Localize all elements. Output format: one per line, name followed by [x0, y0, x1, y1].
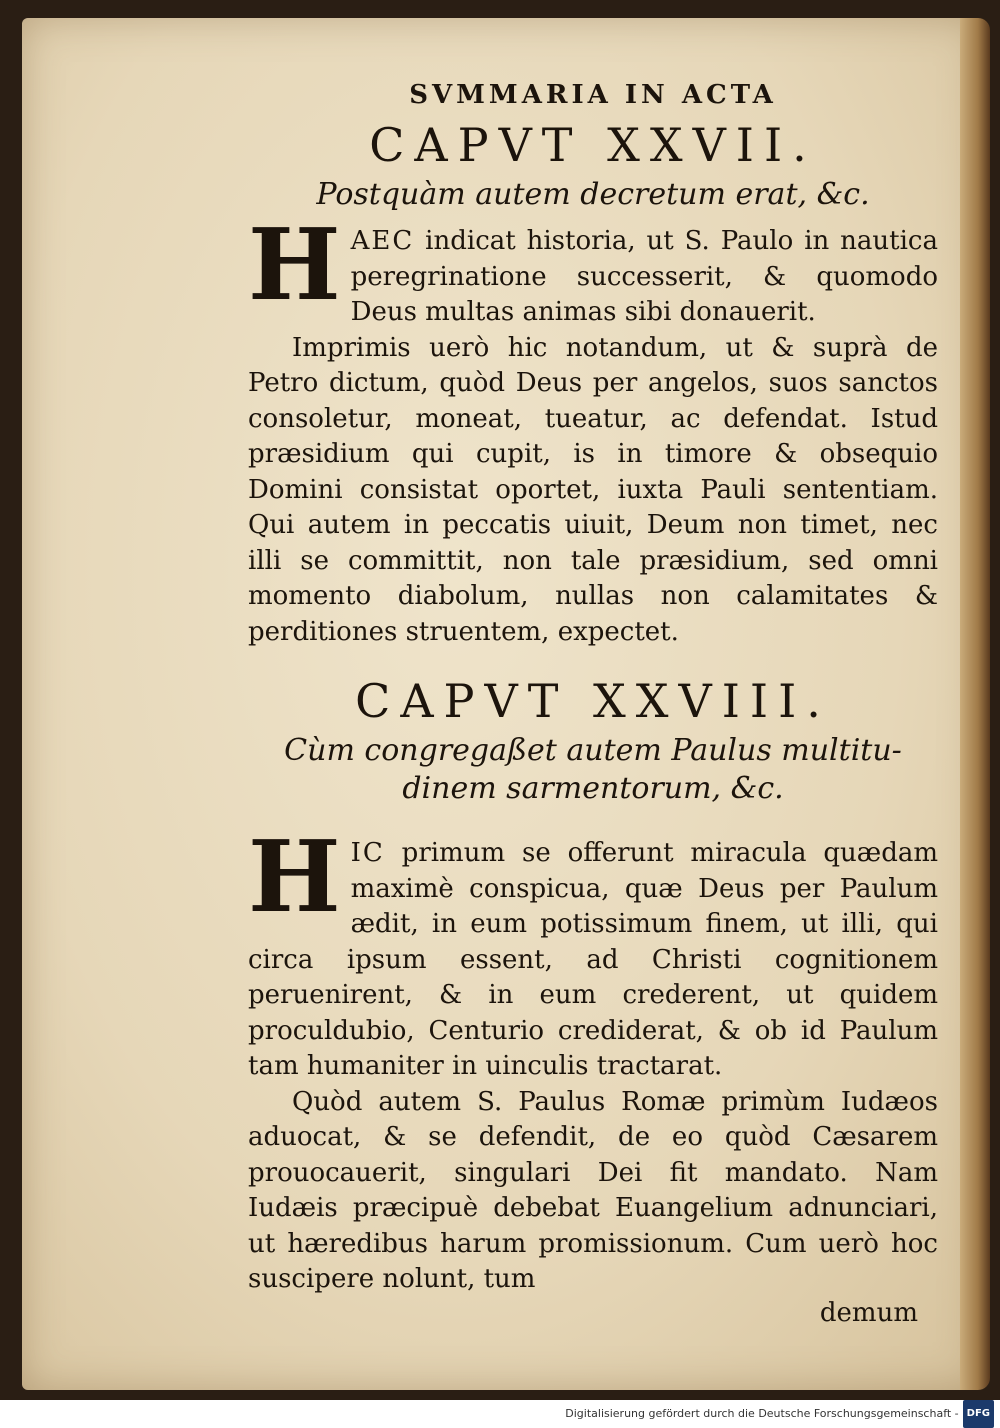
incipit-line: dinem sarmentorum, &c. [402, 771, 784, 806]
running-head: SVMMARIA IN ACTA [409, 80, 777, 110]
section-gap [248, 650, 938, 668]
lead-word: AEC [350, 226, 415, 256]
paragraph [248, 820, 938, 1085]
text-block [248, 80, 938, 1328]
chapter-heading: CAPVT XXVIII. [355, 674, 831, 728]
drop-cap: H [248, 820, 341, 935]
paragraph [248, 331, 938, 651]
paragraph-text: primum se offerunt miracula quædam maximè conspicua, quæ Deus per Paulum ædit, in eum potissimum finem, ut illi, qui circa ipsum essent, ad Christi cognitionem peruenirent, & in eum crederent, ut quidem proculdubio, Centurio crediderat, & ob id Paulum tam humaniter in uinculis tractarat. [248, 838, 938, 1081]
incipit-line: Cùm congregaßet autem Paulus multitu- [284, 733, 902, 768]
drop-cap: H [248, 208, 341, 323]
digitization-footer [0, 1400, 1000, 1426]
section-gap [248, 818, 938, 836]
page-edge [960, 18, 990, 1390]
chapter-heading: CAPVT XXVII. [369, 118, 817, 172]
paragraph-text: Quòd autem S. Paulus Romæ primùm Iudæos aduocat, & se defendit, de eo quòd Cæsarem prouocauerit, singulari Dei fit mandato. Nam Iudæis præcipuè debebat Euangelium adnunciari, ut hæredibus harum promissionum. Cum uerò hoc suscipere nolunt, tum [248, 1086, 938, 1294]
lead-word: IC [350, 838, 385, 868]
chapter-incipit [248, 732, 938, 808]
catchword: demum [819, 1297, 918, 1328]
paragraph-text: Imprimis uerò hic notandum, ut & suprà de Petro dictum, quòd Deus per angelos, suos sanctos consoletur, moneat, tueatur, ac defendat. Istud præsidium qui cupit, is in timore & obsequio Domini consistat oportet, iuxta Pauli sententiam. Qui autem in peccatis uiuit, Deum non timet, nec illi se committit, non tale præsidium, sed omni momento diabolum, nullas non calamitates & perditiones struentem, expectet. [248, 332, 938, 647]
dfg-logo-icon: DFG [963, 1400, 994, 1428]
paragraph [248, 1085, 938, 1298]
paragraph [248, 208, 938, 331]
paragraph-text: indicat historia, ut S. Paulo in nautica peregrinatione successerit, & quomodo Deus multas animas sibi donauerit. [350, 226, 938, 327]
footer-credit: Digitalisierung gefördert durch die Deutsche Forschungsgemeinschaft - [565, 1407, 959, 1420]
chapter-incipit [248, 176, 938, 214]
incipit-line: Postquàm autem decretum erat, &c. [316, 177, 870, 212]
